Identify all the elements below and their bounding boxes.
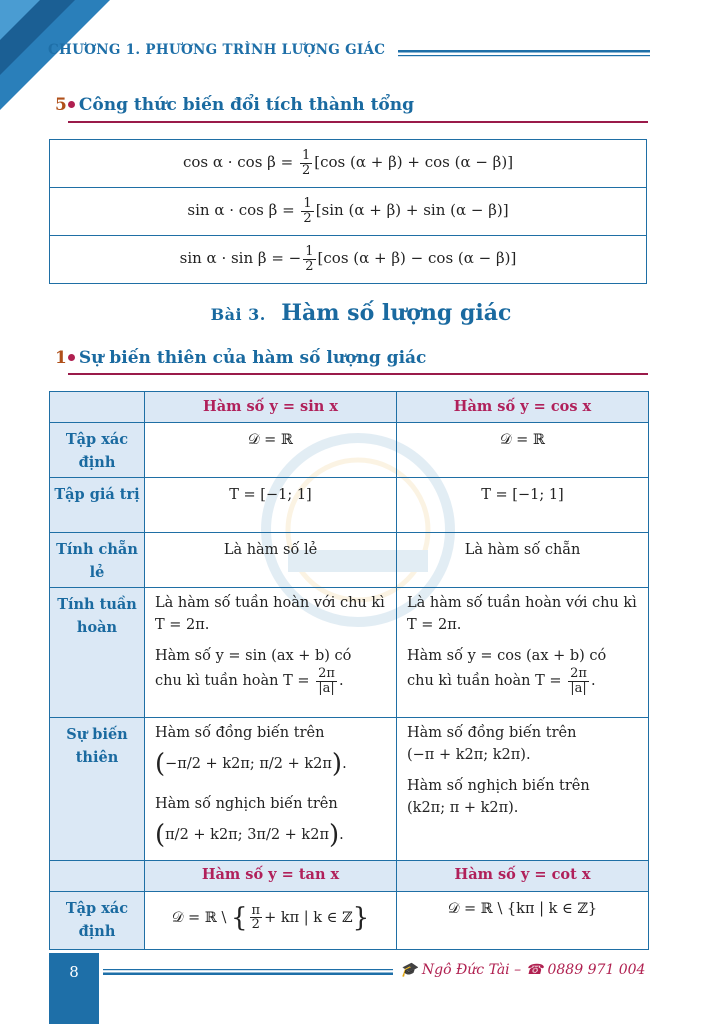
formula-lhs: sin α · cos β =: [187, 201, 300, 220]
chapter-header: CHƯƠNG 1. PHƯƠNG TRÌNH LƯỢNG GIÁC: [48, 42, 386, 58]
formula-rhs: [cos (α + β) − cos (α − β)]: [317, 249, 517, 268]
page-number: 8: [49, 953, 99, 1024]
cell-sin-variation: Hàm số đồng biến trên (−π/2 + k2π; π/2 + k2π). Hàm số nghịch biến trên (π/2 + k2π; 3π/2 + k2π).: [145, 718, 397, 861]
fraction: $\frac{\pi}{2}$: [251, 902, 261, 933]
section-1-rule: [68, 373, 648, 375]
table-row-domain: [50, 423, 649, 478]
cell-sin-range: T = [−1; 1]: [145, 478, 397, 533]
cell-cos-domain: 𝒟 = ℝ: [397, 423, 649, 478]
row-label: Tập xác định: [50, 423, 145, 478]
lesson-name: Hàm số lượng giác: [281, 300, 512, 326]
formula-row: [50, 188, 647, 236]
header-tan: Hàm số y = tan x: [145, 860, 397, 891]
product-to-sum-table: [49, 139, 647, 284]
formula-rhs: [sin (α + β) + sin (α − β)]: [315, 201, 509, 220]
table-row-domain-2: [50, 891, 649, 949]
cell-cos-range: T = [−1; 1]: [397, 478, 649, 533]
phone-icon: ☎: [525, 962, 544, 978]
cell-tan-domain: 𝒟 = ℝ \ { $\frac{\pi}{2}$ + kπ | k ∈ ℤ}: [145, 891, 397, 949]
table-header-row: [50, 392, 649, 423]
section-number: 5: [55, 95, 67, 115]
table-row-parity: [50, 533, 649, 588]
section-title: Công thức biến đổi tích thành tổng: [78, 95, 415, 115]
footer-author: 🎓 Ngô Đức Tài – ☎ 0889 971 004: [400, 962, 646, 978]
section-title: Sự biến thiên của hàm số lượng giác: [78, 348, 427, 368]
formula-lhs: cos α · cos β =: [182, 153, 298, 172]
cell-cos-variation: Hàm số đồng biến trên (−π + k2π; k2π). Hàm số nghịch biến trên (k2π; π + k2π).: [397, 718, 649, 861]
fraction: $\frac{2\pi}{|a|}$: [570, 666, 587, 697]
table-row-variation: [50, 718, 649, 861]
row-label: Tập xác định: [50, 891, 145, 949]
header-cos: Hàm số y = cos x: [397, 392, 649, 423]
row-label: Sự biến thiên: [50, 718, 145, 861]
lesson-prefix: Bài 3.: [210, 305, 266, 324]
cell-cos-period: Là hàm số tuần hoàn với chu kì T = 2π. Hàm số y = cos (ax + b) có chu kì tuần hoàn T = $\frac{2\pi}{|a|}$ .: [397, 588, 649, 718]
author-name: Ngô Đức Tài: [421, 962, 510, 978]
formula-lhs: sin α · sin β = −: [179, 249, 302, 268]
cell-sin-period: Là hàm số tuần hoàn với chu kì T = 2π. Hàm số y = sin (ax + b) có chu kì tuần hoàn T = $\frac{2\pi}{|a|}$ .: [145, 588, 397, 718]
bullet-dot-icon: [68, 354, 75, 361]
header-sin: Hàm số y = sin x: [145, 392, 397, 423]
fraction: $\frac{1}{2}$: [301, 148, 311, 178]
cell-cos-parity: Là hàm số chẵn: [397, 533, 649, 588]
lesson-title: [0, 300, 722, 326]
section-5-rule: [68, 121, 648, 123]
section-5-heading: [55, 95, 414, 115]
row-label: Tính chẵn lẻ: [50, 533, 145, 588]
section-1-heading: [55, 348, 426, 368]
bullet-dot-icon: [68, 101, 75, 108]
fraction: $\frac{1}{2}$: [305, 244, 314, 274]
trig-functions-table: [49, 391, 649, 950]
footer-rule: [103, 969, 393, 978]
cell-cot-domain: 𝒟 = ℝ \ {kπ | k ∈ ℤ}: [397, 891, 649, 949]
cell-sin-domain: 𝒟 = ℝ: [145, 423, 397, 478]
table-row-period: [50, 588, 649, 718]
formula-rhs: [cos (α + β) + cos (α − β)]: [314, 153, 514, 172]
formula-row: [50, 236, 647, 284]
fraction: $\frac{2\pi}{|a|}$: [318, 666, 335, 697]
chapter-header-rule: [398, 50, 650, 58]
header-cot: Hàm số y = cot x: [397, 860, 649, 891]
row-label: Tính tuần hoàn: [50, 588, 145, 718]
formula-row: [50, 140, 647, 188]
cell-sin-parity: Là hàm số lẻ: [145, 533, 397, 588]
table-row-range: [50, 478, 649, 533]
table-header-row-2: [50, 860, 649, 891]
author-phone: 0889 971 004: [547, 962, 646, 978]
row-label: Tập giá trị: [50, 478, 145, 533]
graduation-cap-icon: 🎓: [400, 962, 418, 978]
fraction: $\frac{1}{2}$: [303, 196, 312, 226]
section-number: 1: [55, 348, 67, 368]
